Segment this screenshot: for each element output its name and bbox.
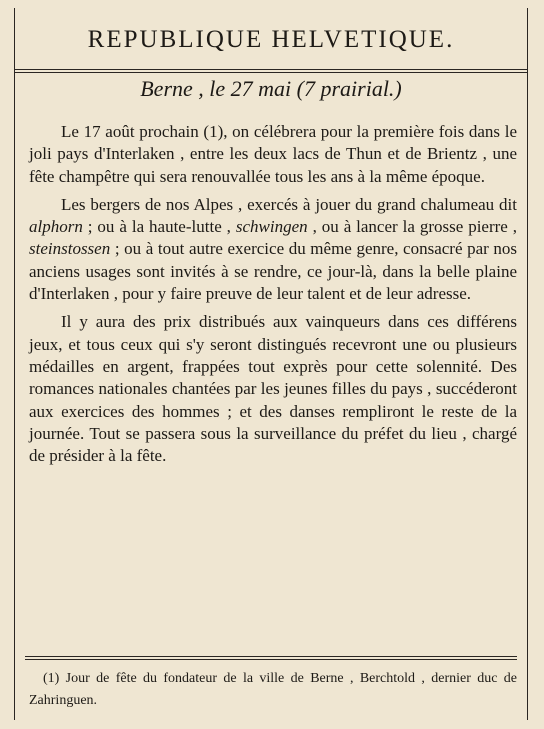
paragraph-3: Il y aura des prix distribués aux vainqueurs dans ces différens jeux, et tous ceux qui s'y seront distingués recevront une ou plusieurs médailles en argent, frappées tout exprès pour cette solennité. Des romances nationales chantées par les jeunes filles du pays , succéderont aux exercices des hommes ; et des danses rempliront le reste de la journée. Tout se passera sous la surveillance du préfet du lieu , chargé de présider à la fête. xyxy=(29,312,517,466)
article-body xyxy=(29,121,517,473)
masthead-rule-thin xyxy=(15,72,527,73)
paragraph-2-start: Les bergers de nos Alpes , exercés à jouer du grand chalumeau dit xyxy=(61,194,517,214)
term-alphorn: alphorn xyxy=(29,217,83,237)
footnote xyxy=(29,668,517,712)
paragraph-2 xyxy=(29,194,517,305)
paragraph-2-mid2: , ou à lancer la grosse pierre , xyxy=(312,217,518,237)
paragraph-2-end: ; ou à tout autre exercice du même genre, consacré par nos anciens usages sont invités à se rendre, ce jour-là, dans la belle plaine d'Interlaken , pour y faire preuve de leur talent et de leur adresse. xyxy=(29,239,518,304)
term-schwingen: schwingen xyxy=(235,217,308,237)
dateline: Berne , le 27 mai (7 prairial.) xyxy=(140,76,402,101)
term-steinstossen: steinstossen xyxy=(29,239,111,259)
paragraph-1: Le 17 août prochain (1), on célébrera pour la première fois dans le joli pays d'Interlaken , entre les deux lacs de Thun et de Brientz , une fête champêtre qui sera renouvallée tous les ans à la même époque. xyxy=(29,122,517,186)
paragraph-2-mid1: ; ou à la haute-lutte , xyxy=(87,217,231,237)
footnote-rule-thin xyxy=(25,659,517,660)
footnote-rule xyxy=(25,656,517,657)
newspaper-page xyxy=(14,8,528,720)
masthead-title: REPUBLIQUE HELVETIQUE. xyxy=(87,26,455,53)
masthead-rule xyxy=(15,69,527,70)
footnote-text: (1) Jour de fête du fondateur de la ville de Berne , Berchtold , dernier duc de Zahringuen. xyxy=(29,671,517,708)
